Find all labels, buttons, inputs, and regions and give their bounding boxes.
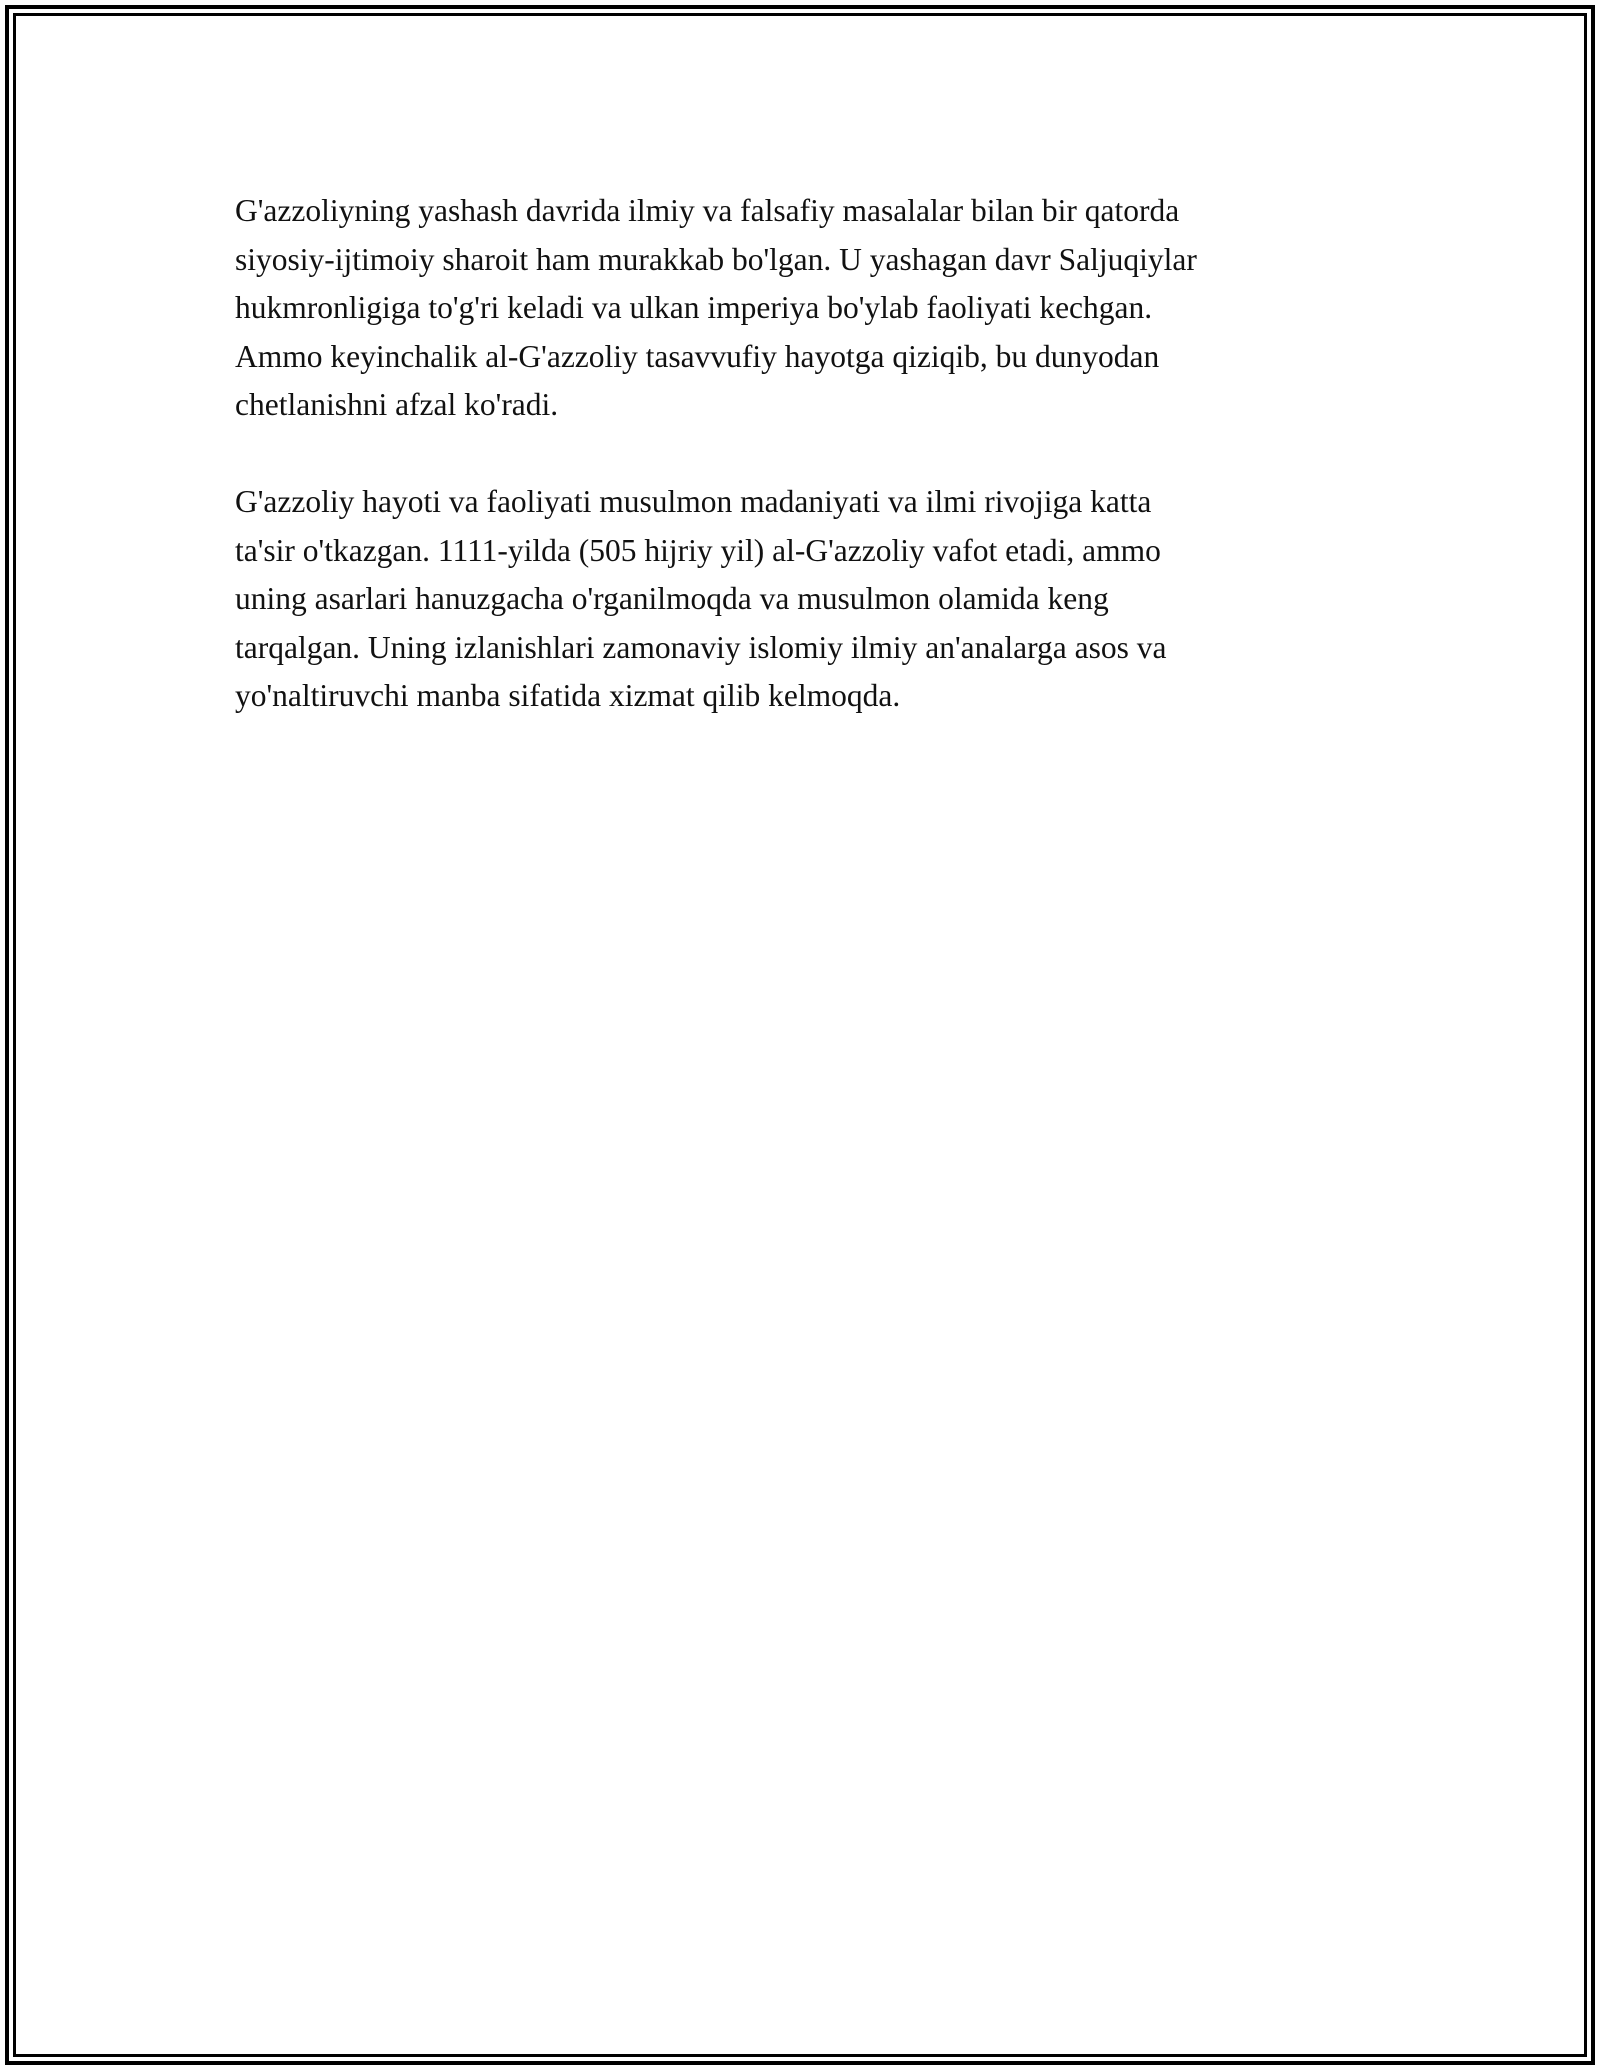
paragraph-line: G'azzoliy hayoti va faoliyati musulmon madaniyati va ilmi rivojiga katta <box>235 484 1152 519</box>
paragraph-line: Ammo keyinchalik al-G'azzoliy tasavvufiy hayotga qiziqib, bu dunyodan <box>235 338 1160 374</box>
document-body <box>235 187 1365 769</box>
paragraph-line: yo'naltiruvchi manba sifatida xizmat qilib kelmoqda. <box>235 678 901 713</box>
paragraph-2 <box>235 478 1365 721</box>
paragraph-line: uning asarlari hanuzgacha o'rganilmoqda va musulmon olamida keng <box>235 581 1109 616</box>
paragraph-line: G'azzoliyning yashash davrida ilmiy va falsafiy masalalar bilan bir qatorda <box>235 193 1180 228</box>
paragraph-line: hukmronligiga to'g'ri keladi va ulkan imperiya bo'ylab faoliyati kechgan. <box>235 290 1153 325</box>
paragraph-line: ta'sir o'tkazgan. 1111-yilda (505 hijriy yil) al-G'azzoliy vafot etadi, ammo <box>235 532 1161 568</box>
paragraph-line: tarqalgan. Uning izlanishlari zamonaviy islomiy ilmiy an'analarga asos va <box>235 629 1167 665</box>
paragraph-line: siyosiy-ijtimoiy sharoit ham murakkab bo'lgan. U yashagan davr Saljuqiylar <box>235 241 1197 277</box>
paragraph-1 <box>235 187 1365 430</box>
paragraph-line: chetlanishni afzal ko'radi. <box>235 387 559 422</box>
